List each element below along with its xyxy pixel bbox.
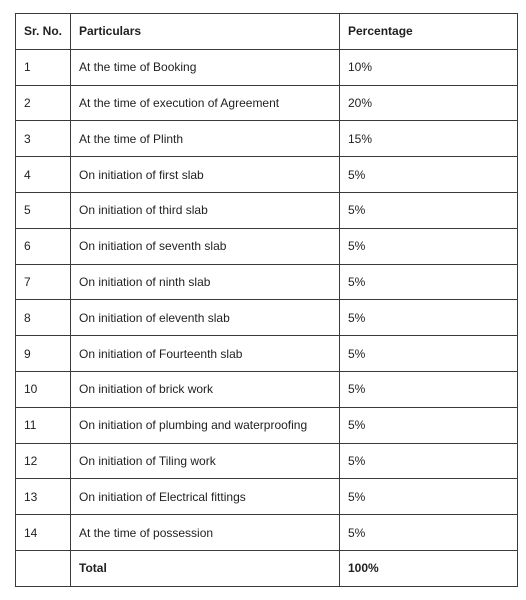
percentage-cell: 5% — [340, 300, 518, 336]
header-percentage: Percentage — [340, 14, 518, 50]
sr-no-cell: 10 — [16, 371, 71, 407]
particulars-cell: On initiation of seventh slab — [71, 228, 340, 264]
header-row — [16, 14, 518, 50]
percentage-cell: 5% — [340, 515, 518, 551]
table-row — [16, 479, 518, 515]
table-row — [16, 121, 518, 157]
percentage-cell: 5% — [340, 443, 518, 479]
sr-no-cell: 13 — [16, 479, 71, 515]
sr-no-cell: 1 — [16, 49, 71, 85]
header-particulars: Particulars — [71, 14, 340, 50]
sr-no-cell: 12 — [16, 443, 71, 479]
percentage-cell: 5% — [340, 157, 518, 193]
table-row — [16, 264, 518, 300]
table-row — [16, 300, 518, 336]
total-percentage: 100% — [340, 550, 518, 586]
sr-no-cell: 8 — [16, 300, 71, 336]
sr-no-cell: 3 — [16, 121, 71, 157]
particulars-cell: On initiation of Fourteenth slab — [71, 336, 340, 372]
particulars-cell: On initiation of brick work — [71, 371, 340, 407]
sr-no-cell: 4 — [16, 157, 71, 193]
percentage-cell: 5% — [340, 228, 518, 264]
table-row — [16, 85, 518, 121]
particulars-cell: At the time of Plinth — [71, 121, 340, 157]
sr-no-cell: 14 — [16, 515, 71, 551]
percentage-cell: 5% — [340, 336, 518, 372]
sr-no-cell: 2 — [16, 85, 71, 121]
table-row — [16, 336, 518, 372]
table-row — [16, 443, 518, 479]
total-sr-no — [16, 550, 71, 586]
sr-no-cell: 9 — [16, 336, 71, 372]
header-sr-no: Sr. No. — [16, 14, 71, 50]
percentage-cell: 5% — [340, 479, 518, 515]
table-row — [16, 157, 518, 193]
percentage-cell: 5% — [340, 371, 518, 407]
particulars-cell: On initiation of third slab — [71, 192, 340, 228]
table-row — [16, 515, 518, 551]
particulars-cell: On initiation of plumbing and waterproofing — [71, 407, 340, 443]
table-row — [16, 192, 518, 228]
table-row — [16, 371, 518, 407]
sr-no-cell: 7 — [16, 264, 71, 300]
sr-no-cell: 11 — [16, 407, 71, 443]
sr-no-cell: 6 — [16, 228, 71, 264]
table-row — [16, 49, 518, 85]
table-row — [16, 228, 518, 264]
particulars-cell: At the time of execution of Agreement — [71, 85, 340, 121]
particulars-cell: At the time of possession — [71, 515, 340, 551]
total-label: Total — [71, 550, 340, 586]
percentage-cell: 5% — [340, 192, 518, 228]
percentage-cell: 20% — [340, 85, 518, 121]
particulars-cell: On initiation of Tiling work — [71, 443, 340, 479]
particulars-cell: On initiation of first slab — [71, 157, 340, 193]
sr-no-cell: 5 — [16, 192, 71, 228]
percentage-cell: 5% — [340, 407, 518, 443]
particulars-cell: At the time of Booking — [71, 49, 340, 85]
payment-schedule-table — [15, 13, 518, 587]
particulars-cell: On initiation of Electrical fittings — [71, 479, 340, 515]
particulars-cell: On initiation of ninth slab — [71, 264, 340, 300]
percentage-cell: 5% — [340, 264, 518, 300]
particulars-cell: On initiation of eleventh slab — [71, 300, 340, 336]
percentage-cell: 10% — [340, 49, 518, 85]
total-row — [16, 550, 518, 586]
percentage-cell: 15% — [340, 121, 518, 157]
table-row — [16, 407, 518, 443]
